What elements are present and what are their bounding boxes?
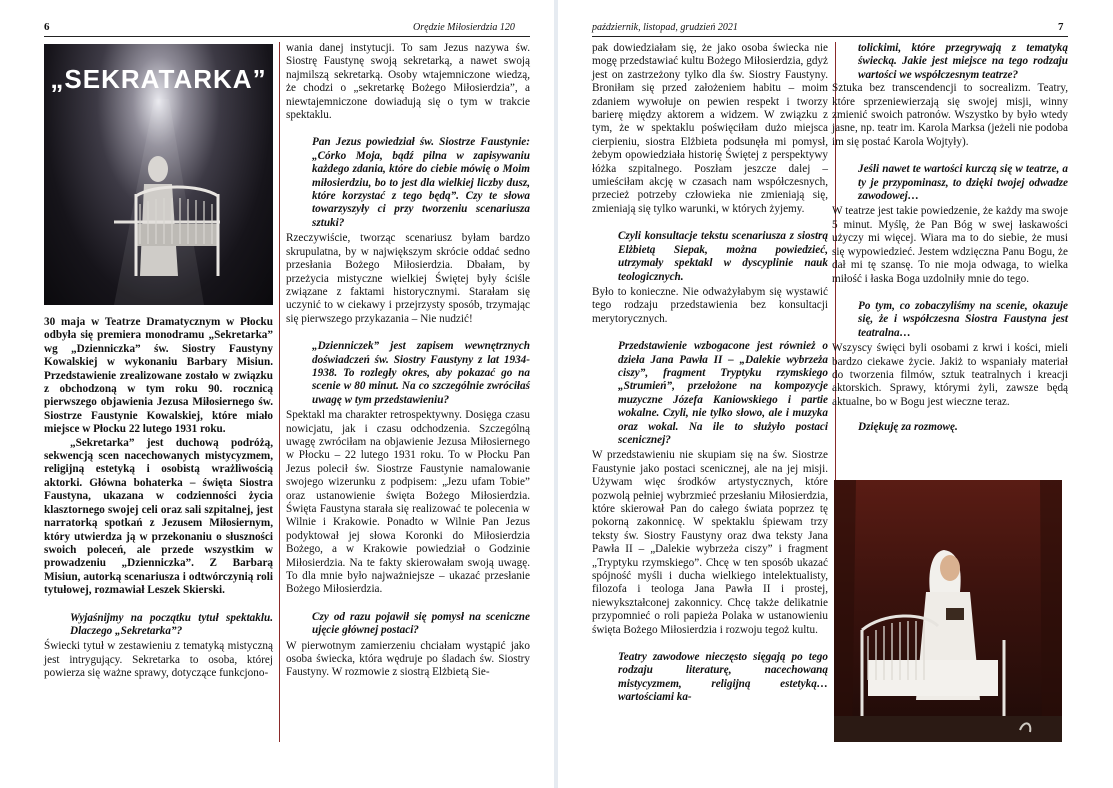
closing-thanks: Dziękuję za rozmowę.: [858, 421, 958, 434]
lead-paragraph-2: „Sekretarka” jest duchową podróżą, sekwencją scen nacechowanych mistycyzmem, religijną estetyką i osobistą wrażliwością aktorki. Główna bohaterka – święta Siostra Faustyna, ukazana w codzienności życia klasztornego swojej celi oraz sali szpitalnej, jest narratorką spotkań z Jezusem Miłosiernym, który utwierdza ją w przekonaniu o słuszności swoich poleceń, ale przede wszystkim w prowadzeniu „Dzienniczka”. Z Barbarą Misiun, autorką scenariusza i odtwórczynią roli tytułowej, rozmawiał Leszek Skierski.: [44, 436, 273, 597]
answer: W przedstawieniu nie skupiam się na św. Siostrze Faustynie jako postaci scenicznej, ale na jej misji. Używam więc środków artystycznych, które pozwolą pełniej wybrzmieć przesłaniu Miłosierdzia, które skierował Pan do całego świata poprzez tę pokorną zakonnicę. W spektaklu śpiewam trzy teksty św. Siostry Faustyny oraz dwa teksty Jana Pawła II – „Dalekie wybrzeża ciszy” i fragment „Tryptyku rzymskiego”. Chcę w ten sposób ukazać spójność myśli i ducha wielkiego intelektualisty, filozofa i teologa Jana Pawła II i prostej, niewykształconej zakonnicy. Chcę także delikatnie przypomnieć o roli papieża Polaka w ustanowieniu święta Bożego Miłosierdzia i rozwoju tegoż kultu.: [592, 449, 828, 636]
answer: Rzeczywiście, tworząc scenariusz byłam bardzo skrupulatna, by w największym skrócie oddać sedno przesłania Bożego Miłosierdzia. Dbałam, by przeżycia mistyczne wielkiej Świętej były ściśle związane z faktami historycznymi. Starałam się uczynić to w ciekawy i przejrzysty sposób, trzymając się pierwszego przykazania – Nie nudzić!: [286, 232, 530, 325]
poster-title: „SEKRATARKA”: [50, 64, 267, 94]
poster-image: [44, 44, 273, 305]
header-rule: [44, 36, 530, 37]
answer: Było to konieczne. Nie odważyłabym się wystawić tego rodzaju przedstawienia bez konsultacji merytorycznych.: [592, 285, 828, 325]
header-rule: [592, 36, 1068, 37]
column-separator: [279, 42, 280, 742]
question: Czy od razu pojawił się pomysł na sceniczne ujęcie głównej postaci?: [312, 610, 530, 637]
question: Pan Jezus powiedział św. Siostrze Faustynie: „Córko Moja, bądź pilna w zapisywaniu każdego zdania, które do ciebie mówię o Moim miłosierdziu, bo to jest dla wielkiej liczby dusz, które korzystać z tego będą”. Czy te słowa towarzyszyły ci przy tworzeniu scenariusza sztuki?: [312, 136, 530, 229]
answer: W teatrze jest takie powiedzenie, że każdy ma swoje 5 minut. Myślę, że Pan Bóg w swej łaskawości użyczy mi więcej. Wiara ma to do siebie, że musi się wypowiedzieć. Jestem wdzięczna Panu Bogu, że dał mi tę szansę. To nie moja odwaga, to wielka miłość i łaska Boga uzdolniły mnie do tego.: [832, 205, 1068, 285]
running-head: Orędzie Miłosierdzia 120: [413, 22, 515, 33]
question: Po tym, co zobaczyliśmy na scenie, okazuje się, że i współczesna Siostra Faustyna jest teatralna…: [858, 299, 1068, 339]
question: Czyli konsultacje tekstu scenariusza z siostrą Elżbietą Siepak, można powiedzieć, utrzymały spektakl w dyscyplinie nauk teologicznych.: [618, 230, 828, 283]
left-page: [0, 0, 554, 788]
nun-on-bed-illustration: [44, 44, 273, 305]
page-number: 7: [1058, 21, 1064, 33]
answer: wania danej instytucji. To sam Jezus nazywa św. Siostrę Faustynę swoją sekretarką, a nawet swoją najmilszą sekretarką. Osoby wtajemniczone wiedzą, że chodzi o „sekretarkę Bożego Miłosierdzia”, a niewtajemniczone dowiadują się o tym w trakcie spektaklu.: [286, 42, 530, 122]
column-1: [44, 316, 273, 681]
actress-on-bed-illustration: [834, 480, 1062, 742]
question: „Dzienniczek” jest zapisem wewnętrznych doświadczeń św. Siostry Faustyny z lat 1934-1938. To rozległy okres, aby pokazać go na scenie w 80 minut. Na co szczególnie zwróciłaś uwagę w tym przedstawieniu?: [312, 340, 530, 406]
lead-paragraph: 30 maja w Teatrze Dramatycznym w Płocku odbyła się premiera monodramu „Sekretarka” wg „Dzienniczka” św. Siostry Faustyny Kowalskiej w wykonaniu Barbary Misiun. Przedstawienie zrealizowane zostało w związku z obchodzoną w tym roku 90. rocznicą pierwszego objawienia Jezusa Miłosiernego św. Siostrze Faustynie Kowalskiej, które miało miejsce w Płocku 22 lutego 1931 roku.: [44, 316, 273, 436]
question: Przedstawienie wzbogacone jest również o dzieła Jana Pawła II – „Dalekie wybrzeża ciszy”, fragment Tryptyku rzymskiego „Strumień”, przełożone na kompozycje muzyczne Józefa Kaniowskiego i partie wokalne. Czyli, nie tylko słowo, ale i muzyka oraz wokal. Na ile to służyło postaci scenicznej?: [618, 340, 828, 446]
question: Jeśli nawet te wartości kurczą się w teatrze, a ty je przypominasz, to dzięki twojej odwadze zawodowej…: [858, 163, 1068, 203]
answer: Świecki tytuł w zestawieniu z tematyką mistyczną jest intrygujący. Sekretarka to osoba, której powierza się ważne sprawy, dotyczące funkcjono-: [44, 640, 273, 680]
answer: W pierwotnym zamierzeniu chciałam wystąpić jako osoba świecka, która wędruje po śladach św. Siostry Faustyny. W rozmowie z siostrą Elżbietą Sie-: [286, 639, 530, 679]
answer: Wszyscy święci byli osobami z krwi i kości, mieli bardzo ciekawe życie. Jakiż to wspaniały materiał do tworzenia filmów, sztuk teatralnych i kreacji aktorskich. Sprawy, którymi żyli, zawsze będą aktualne, bo w Bogu jest wieczne teraz.: [832, 342, 1068, 408]
stage-photo: [834, 480, 1062, 742]
column-3: [592, 42, 828, 707]
column-4: [832, 42, 1068, 437]
answer: Sztuka bez transcendencji to socrealizm. Teatry, które sprzeniewierzają się swojej misji, winny zmienić swoich patronów. Wszystko by było wtedy jasne, np. teatr im. Karola Marksa (jeżeli nie podoba im się postać Karola Wojtyły).: [832, 82, 1068, 148]
page-number: 6: [44, 21, 50, 33]
question: Wyjaśnijmy na początku tytuł spektaklu. Dlaczego „Sekretarka”?: [70, 611, 273, 637]
answer: pak dowiedziałam się, że jako osoba świecka nie mogę przedstawiać kultu Bożego Miłosierdzia, gdyż jest on zastrzeżony tylko dla św. Siostry Faustyny. Broniłam się przed założeniem habitu – moim zdaniem wywołuje on pewien respekt i tworzy barierę między aktorem a widzem. W związku z tym, że w spektaklu poświęciłam dużo miejsca cierpieniu, siostra Elżbieta podsunęła mi pomysł, żebym opowiedziała historię Świętej z perspektywy łóżka szpitalnego. Poszłam jeszcze dalej – umieściłam akcję w czasach nam współczesnych, przecież potrzeby człowieka nie zmieniają się, zmieniają się tylko warunki, w których żyjemy.: [592, 42, 828, 215]
column-2: [286, 42, 530, 680]
question-continued: tolickimi, które przegrywają z tematyką świecką. Jakie jest miejsce na tego rodzaju wartości we współczesnym teatrze?: [858, 42, 1068, 81]
question: Teatry zawodowe nieczęsto sięgają po tego rodzaju literaturę, nacechowaną mistycyzmem, religijną estetyką… wartościami ka-: [618, 651, 828, 704]
answer: Spektakl ma charakter retrospektywny. Dosięga czasu nowicjatu, jak i czasu odchodzenia. Szczególną uwagę zwróciłam na objawienie Jezusa Miłosiernego w Płocku – 22 lutego 1931 roku. To w Płocku Pan Jezus polecił św. Siostrze Faustynie namalowanie swojego wizerunku z podpisem: „Jezu ufam Tobie” oraz ustanowienie święta Bożego Miłosierdzia. Święta Faustyna starała się realizować te polecenia w Wilnie i Krakowie. Ponadto w Wilnie Pan Jezus podyktował jej słowa Koronki do Miłosierdzia Bożego, a w Krakowie powiedział o Godzinie Miłosierdzia. Na te fakty skierowałam swoją uwagę. To dla mnie było najważniejsze – ukazać przesłanie Bożego Miłosierdzia.: [286, 409, 530, 596]
running-head: październik, listopad, grudzień 2021: [592, 22, 738, 33]
